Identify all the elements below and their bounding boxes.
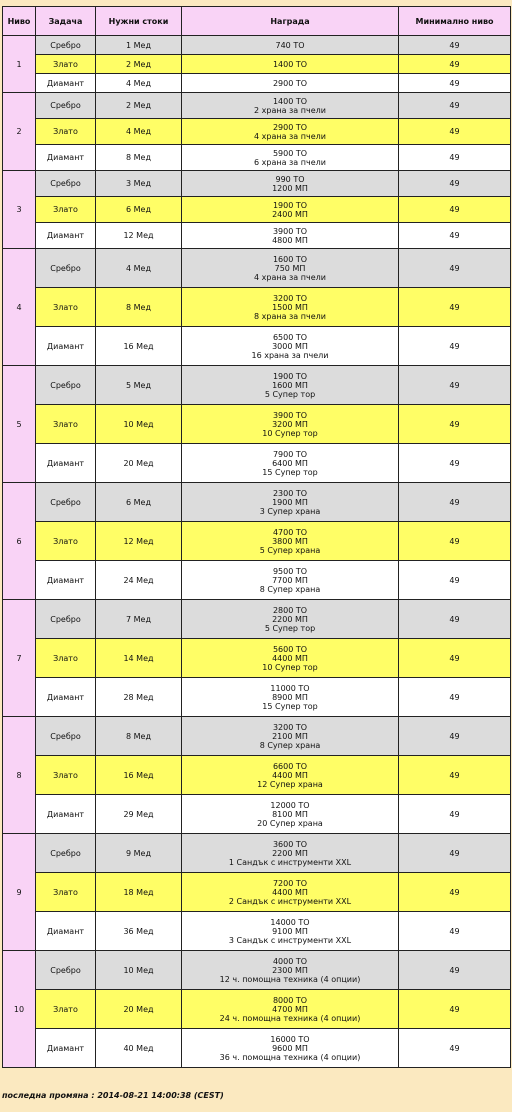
- reward-cell: [182, 1029, 399, 1068]
- table-row: [3, 873, 511, 912]
- reward-line: 8 храна за пчели: [254, 311, 326, 321]
- reward-line: 9500 ТО: [272, 566, 308, 576]
- table-row: [3, 405, 511, 444]
- reward-line: 9600 МП: [272, 1043, 308, 1053]
- reward-line: 12000 ТО: [270, 800, 310, 810]
- goods-cell: 8 Мед: [96, 145, 182, 171]
- table-row: [3, 834, 511, 873]
- task-cell: Злато: [36, 197, 96, 223]
- table-row: [3, 55, 511, 74]
- reward-line: 2 храна за пчели: [254, 105, 326, 115]
- goods-cell: 9 Мед: [96, 834, 182, 873]
- goods-cell: 8 Мед: [96, 717, 182, 756]
- goods-cell: 12 Мед: [96, 223, 182, 249]
- reward-line: 5 Супер тор: [264, 389, 316, 399]
- task-cell: Сребро: [36, 483, 96, 522]
- goods-cell: 10 Мед: [96, 951, 182, 990]
- task-cell: Диамант: [36, 678, 96, 717]
- reward-cell: [182, 288, 399, 327]
- min-level-cell: 49: [399, 249, 511, 288]
- reward-line: 1400 ТО: [272, 59, 308, 69]
- reward-line: 1900 ТО: [272, 200, 308, 210]
- task-cell: Злато: [36, 405, 96, 444]
- task-cell: Сребро: [36, 366, 96, 405]
- reward-line: 2 Сандък с инструменти XXL: [228, 896, 352, 906]
- reward-line: 1600 МП: [272, 380, 308, 390]
- min-level-cell: 49: [399, 405, 511, 444]
- goods-cell: 14 Мед: [96, 639, 182, 678]
- table-row: [3, 93, 511, 119]
- reward-line: 15 Супер тор: [262, 701, 318, 711]
- reward-cell: [182, 483, 399, 522]
- min-level-cell: 49: [399, 171, 511, 197]
- reward-line: 3200 МП: [272, 419, 308, 429]
- reward-line: 16000 ТО: [270, 1034, 310, 1044]
- min-level-cell: 49: [399, 717, 511, 756]
- reward-line: 7900 ТО: [272, 449, 308, 459]
- reward-line: 4400 МП: [272, 653, 308, 663]
- task-cell: Диамант: [36, 223, 96, 249]
- reward-line: 1200 МП: [272, 183, 308, 193]
- table-row: [3, 171, 511, 197]
- reward-cell: [182, 197, 399, 223]
- reward-cell: [182, 990, 399, 1029]
- reward-line: 8100 МП: [272, 809, 308, 819]
- reward-cell: [182, 522, 399, 561]
- goods-cell: 5 Мед: [96, 366, 182, 405]
- task-cell: Злато: [36, 990, 96, 1029]
- table-row: [3, 366, 511, 405]
- reward-cell: [182, 74, 399, 93]
- goods-cell: 28 Мед: [96, 678, 182, 717]
- goods-cell: 4 Мед: [96, 249, 182, 288]
- goods-cell: 1 Мед: [96, 36, 182, 55]
- reward-line: 2100 МП: [272, 731, 308, 741]
- min-level-cell: 49: [399, 756, 511, 795]
- min-level-cell: 49: [399, 93, 511, 119]
- task-cell: Диамант: [36, 327, 96, 366]
- task-cell: Злато: [36, 756, 96, 795]
- min-level-cell: 49: [399, 522, 511, 561]
- task-cell: Злато: [36, 288, 96, 327]
- level-cell: 5: [3, 366, 36, 483]
- header-min-level: Минимално ниво: [399, 7, 511, 36]
- reward-cell: [182, 834, 399, 873]
- goods-cell: 36 Мед: [96, 912, 182, 951]
- reward-cell: [182, 249, 399, 288]
- reward-line: 7200 ТО: [272, 878, 308, 888]
- header-reward: Награда: [182, 7, 399, 36]
- min-level-cell: 49: [399, 990, 511, 1029]
- goods-cell: 12 Мед: [96, 522, 182, 561]
- table-row: [3, 119, 511, 145]
- table-row: [3, 756, 511, 795]
- reward-cell: [182, 600, 399, 639]
- reward-line: 36 ч. помощна техника (4 опции): [219, 1052, 361, 1062]
- reward-cell: [182, 119, 399, 145]
- task-cell: Злато: [36, 55, 96, 74]
- reward-line: 8000 ТО: [272, 995, 308, 1005]
- reward-line: 6600 ТО: [272, 761, 308, 771]
- reward-line: 7700 МП: [272, 575, 308, 585]
- goods-cell: 8 Мед: [96, 288, 182, 327]
- goods-cell: 24 Мед: [96, 561, 182, 600]
- task-cell: Диамант: [36, 1029, 96, 1068]
- min-level-cell: 49: [399, 119, 511, 145]
- task-cell: Злато: [36, 639, 96, 678]
- goods-cell: 10 Мед: [96, 405, 182, 444]
- task-cell: Сребро: [36, 36, 96, 55]
- level-cell: 10: [3, 951, 36, 1068]
- min-level-cell: 49: [399, 327, 511, 366]
- table-row: [3, 990, 511, 1029]
- reward-line: 1 Сандък с инструменти XXL: [228, 857, 352, 867]
- reward-line: 2900 ТО: [272, 78, 308, 88]
- table-row: [3, 327, 511, 366]
- reward-cell: [182, 327, 399, 366]
- table-row: [3, 561, 511, 600]
- reward-cell: [182, 36, 399, 55]
- reward-line: 8900 МП: [272, 692, 308, 702]
- reward-line: 3200 ТО: [272, 293, 308, 303]
- level-cell: 7: [3, 600, 36, 717]
- reward-cell: [182, 405, 399, 444]
- header-goods: Нужни стоки: [96, 7, 182, 36]
- task-cell: Злато: [36, 873, 96, 912]
- header-task: Задача: [36, 7, 96, 36]
- task-cell: Сребро: [36, 93, 96, 119]
- table-row: [3, 912, 511, 951]
- reward-cell: [182, 145, 399, 171]
- table-row: [3, 600, 511, 639]
- reward-cell: [182, 717, 399, 756]
- reward-cell: [182, 561, 399, 600]
- level-cell: 3: [3, 171, 36, 249]
- reward-line: 5900 ТО: [272, 148, 308, 158]
- reward-line: 3900 ТО: [272, 226, 308, 236]
- reward-cell: [182, 756, 399, 795]
- goods-cell: 4 Мед: [96, 74, 182, 93]
- level-cell: 2: [3, 93, 36, 171]
- min-level-cell: 49: [399, 951, 511, 990]
- reward-line: 2200 МП: [272, 848, 308, 858]
- table-row: [3, 288, 511, 327]
- reward-line: 5600 ТО: [272, 644, 308, 654]
- min-level-cell: 49: [399, 55, 511, 74]
- table-row: [3, 678, 511, 717]
- reward-line: 24 ч. помощна техника (4 опции): [219, 1013, 361, 1023]
- reward-line: 15 Супер тор: [262, 467, 318, 477]
- reward-line: 6400 МП: [272, 458, 308, 468]
- level-cell: 6: [3, 483, 36, 600]
- goods-cell: 7 Мед: [96, 600, 182, 639]
- reward-cell: [182, 912, 399, 951]
- table-row: [3, 717, 511, 756]
- reward-line: 20 Супер храна: [257, 818, 323, 828]
- reward-line: 10 Супер тор: [262, 428, 318, 438]
- reward-line: 1900 МП: [272, 497, 308, 507]
- reward-cell: [182, 171, 399, 197]
- min-level-cell: 49: [399, 366, 511, 405]
- reward-line: 4700 ТО: [272, 527, 308, 537]
- table-row: [3, 483, 511, 522]
- reward-cell: [182, 366, 399, 405]
- reward-line: 3200 ТО: [272, 722, 308, 732]
- min-level-cell: 49: [399, 444, 511, 483]
- reward-line: 4400 МП: [272, 887, 308, 897]
- goods-cell: 6 Мед: [96, 483, 182, 522]
- goods-cell: 16 Мед: [96, 756, 182, 795]
- goods-cell: 3 Мед: [96, 171, 182, 197]
- min-level-cell: 49: [399, 834, 511, 873]
- reward-cell: [182, 223, 399, 249]
- min-level-cell: 49: [399, 1029, 511, 1068]
- reward-line: 740 ТО: [275, 40, 305, 50]
- reward-line: 4400 МП: [272, 770, 308, 780]
- table-row: [3, 223, 511, 249]
- reward-line: 10 Супер тор: [262, 662, 318, 672]
- reward-cell: [182, 678, 399, 717]
- table-row: [3, 522, 511, 561]
- reward-line: 16 храна за пчели: [251, 350, 329, 360]
- reward-line: 990 ТО: [275, 174, 305, 184]
- task-cell: Диамант: [36, 444, 96, 483]
- reward-line: 5 Супер тор: [264, 623, 316, 633]
- goods-cell: 40 Мед: [96, 1029, 182, 1068]
- reward-line: 11000 ТО: [270, 683, 310, 693]
- reward-line: 12 Супер храна: [257, 779, 323, 789]
- min-level-cell: 49: [399, 288, 511, 327]
- min-level-cell: 49: [399, 873, 511, 912]
- min-level-cell: 49: [399, 600, 511, 639]
- reward-cell: [182, 444, 399, 483]
- min-level-cell: 49: [399, 74, 511, 93]
- goods-cell: 6 Мед: [96, 197, 182, 223]
- rewards-table: [2, 6, 511, 1068]
- reward-cell: [182, 55, 399, 74]
- min-level-cell: 49: [399, 145, 511, 171]
- task-cell: Сребро: [36, 834, 96, 873]
- reward-line: 2900 ТО: [272, 122, 308, 132]
- min-level-cell: 49: [399, 36, 511, 55]
- task-cell: Сребро: [36, 600, 96, 639]
- table-row: [3, 145, 511, 171]
- reward-line: 4 храна за пчели: [254, 131, 326, 141]
- table-row: [3, 1029, 511, 1068]
- min-level-cell: 49: [399, 197, 511, 223]
- level-cell: 9: [3, 834, 36, 951]
- reward-line: 3000 МП: [272, 341, 308, 351]
- reward-line: 6 храна за пчели: [254, 157, 326, 167]
- header-row: [3, 7, 511, 36]
- reward-line: 1500 МП: [272, 302, 308, 312]
- task-cell: Сребро: [36, 249, 96, 288]
- reward-line: 6500 ТО: [272, 332, 308, 342]
- reward-line: 3600 ТО: [272, 839, 308, 849]
- table-row: [3, 444, 511, 483]
- reward-cell: [182, 795, 399, 834]
- reward-line: 3 Сандък с инструменти XXL: [228, 935, 352, 945]
- reward-line: 1400 ТО: [272, 96, 308, 106]
- reward-cell: [182, 873, 399, 912]
- min-level-cell: 49: [399, 223, 511, 249]
- reward-cell: [182, 639, 399, 678]
- reward-line: 2200 МП: [272, 614, 308, 624]
- goods-cell: 18 Мед: [96, 873, 182, 912]
- task-cell: Сребро: [36, 171, 96, 197]
- min-level-cell: 49: [399, 561, 511, 600]
- reward-line: 14000 ТО: [270, 917, 310, 927]
- task-cell: Сребро: [36, 717, 96, 756]
- level-cell: 1: [3, 36, 36, 93]
- reward-line: 8 Супер храна: [259, 740, 321, 750]
- reward-line: 8 Супер храна: [259, 584, 321, 594]
- reward-line: 12 ч. помощна техника (4 опции): [219, 974, 361, 984]
- task-cell: Диамант: [36, 912, 96, 951]
- table-row: [3, 74, 511, 93]
- goods-cell: 2 Мед: [96, 93, 182, 119]
- level-cell: 8: [3, 717, 36, 834]
- task-cell: Диамант: [36, 145, 96, 171]
- reward-line: 2400 МП: [272, 209, 308, 219]
- goods-cell: 20 Мед: [96, 990, 182, 1029]
- goods-cell: 16 Мед: [96, 327, 182, 366]
- table-row: [3, 951, 511, 990]
- reward-line: 1900 ТО: [272, 371, 308, 381]
- table-row: [3, 36, 511, 55]
- reward-line: 1600 ТО: [272, 254, 308, 264]
- reward-line: 750 МП: [274, 263, 306, 273]
- reward-line: 4000 ТО: [272, 956, 308, 966]
- header-level: Ниво: [3, 7, 36, 36]
- reward-line: 3 Супер храна: [259, 506, 321, 516]
- reward-line: 4700 МП: [272, 1004, 308, 1014]
- reward-cell: [182, 93, 399, 119]
- reward-line: 2300 МП: [272, 965, 308, 975]
- last-modified: последна промяна : 2014-08-21 14:00:38 (CEST): [2, 1091, 224, 1100]
- reward-line: 4800 МП: [272, 235, 308, 245]
- reward-line: 5 Супер храна: [259, 545, 321, 555]
- task-cell: Злато: [36, 522, 96, 561]
- task-cell: Диамант: [36, 795, 96, 834]
- goods-cell: 20 Мед: [96, 444, 182, 483]
- reward-line: 3900 ТО: [272, 410, 308, 420]
- table-row: [3, 795, 511, 834]
- table-body: [3, 36, 511, 1068]
- table-row: [3, 249, 511, 288]
- table-row: [3, 197, 511, 223]
- min-level-cell: 49: [399, 483, 511, 522]
- task-cell: Злато: [36, 119, 96, 145]
- goods-cell: 2 Мед: [96, 55, 182, 74]
- min-level-cell: 49: [399, 639, 511, 678]
- reward-line: 2300 ТО: [272, 488, 308, 498]
- reward-line: 9100 МП: [272, 926, 308, 936]
- table-row: [3, 639, 511, 678]
- min-level-cell: 49: [399, 678, 511, 717]
- goods-cell: 29 Мед: [96, 795, 182, 834]
- level-cell: 4: [3, 249, 36, 366]
- reward-cell: [182, 951, 399, 990]
- reward-line: 3800 МП: [272, 536, 308, 546]
- reward-line: 4 храна за пчели: [254, 272, 326, 282]
- goods-cell: 4 Мед: [96, 119, 182, 145]
- task-cell: Сребро: [36, 951, 96, 990]
- reward-line: 2800 ТО: [272, 605, 308, 615]
- task-cell: Диамант: [36, 74, 96, 93]
- task-cell: Диамант: [36, 561, 96, 600]
- min-level-cell: 49: [399, 795, 511, 834]
- min-level-cell: 49: [399, 912, 511, 951]
